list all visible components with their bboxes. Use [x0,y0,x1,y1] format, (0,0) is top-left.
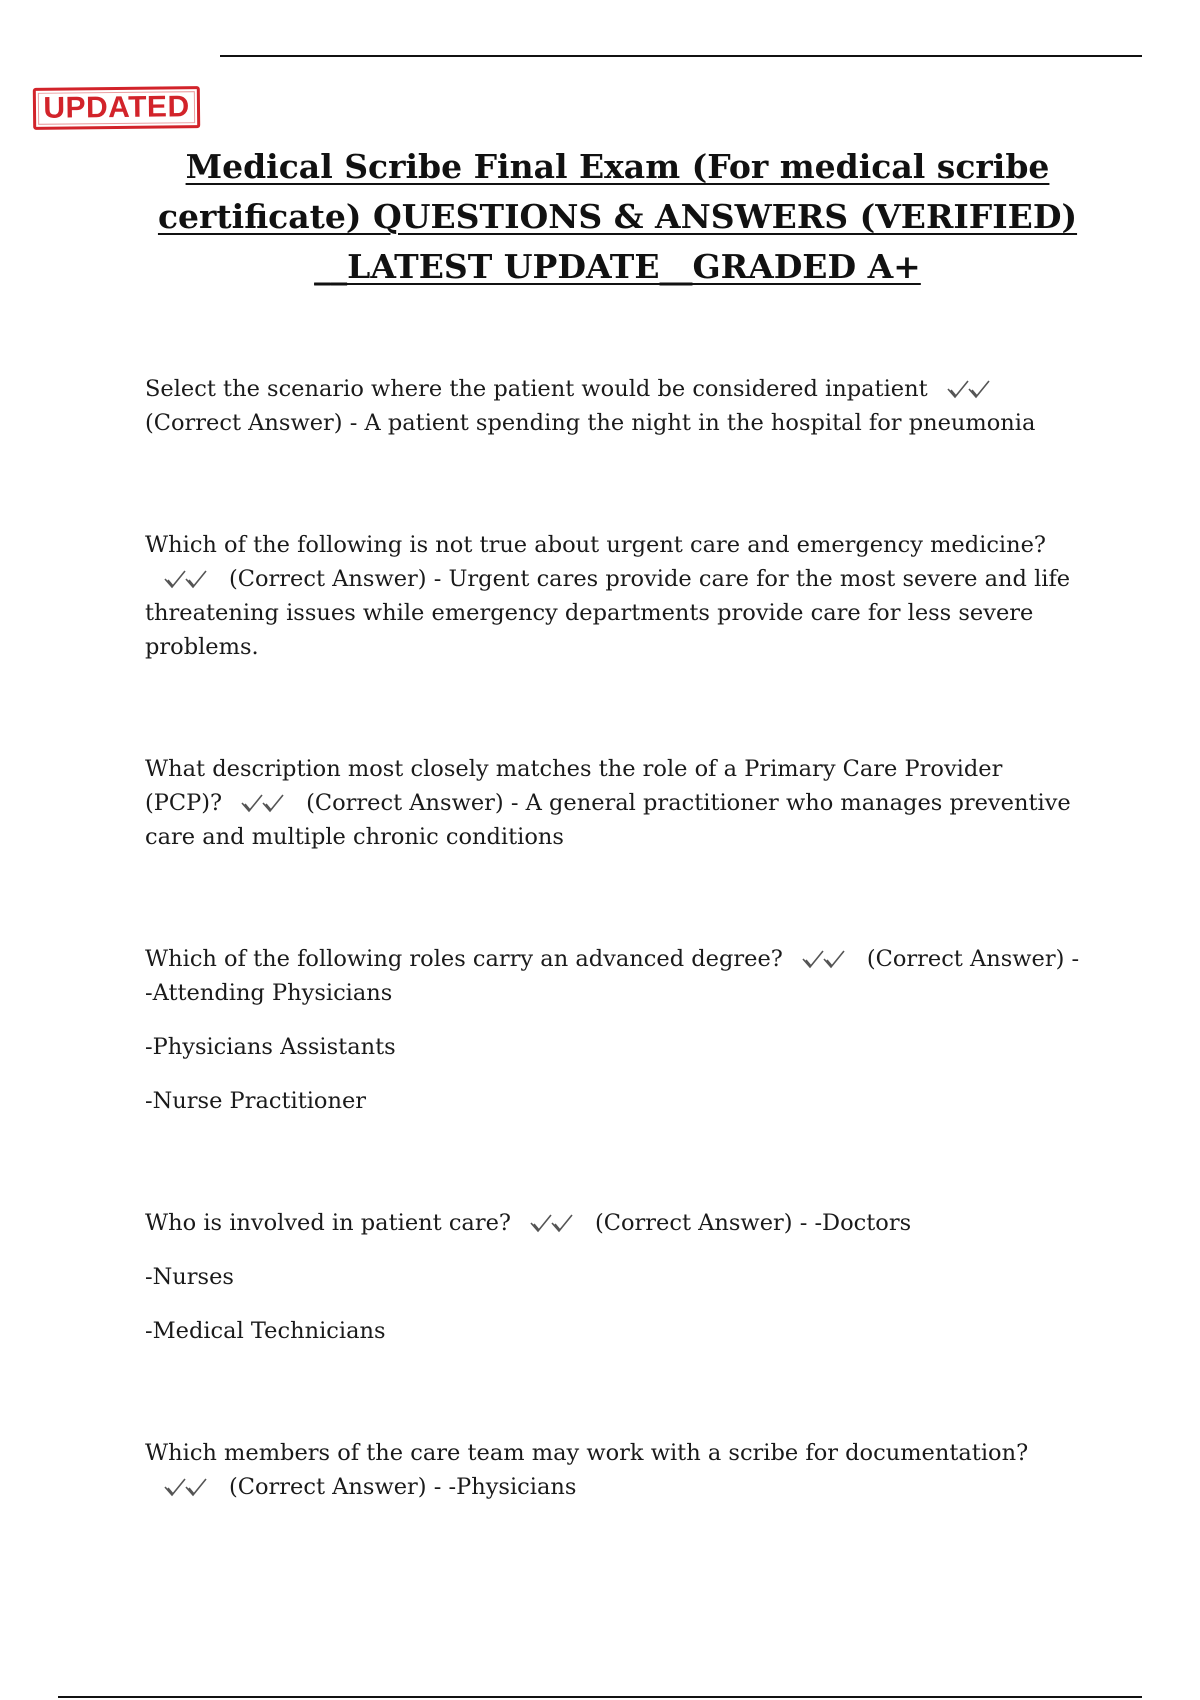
double-check-icon [163,562,209,596]
question-text: Which of the following roles carry an advanced degree? [145,946,783,972]
answer-line: -Medical Technicians [145,1318,386,1344]
question-text: What description most closely matches the role of a Primary Care Provider (PCP)? [145,756,1003,816]
double-check-icon [801,942,847,976]
double-check-icon [163,1470,209,1504]
question-text: Select the scenario where the patient would be considered inpatient [145,376,928,402]
question-text: Which members of the care team may work with a scribe for documentation? [145,1440,1029,1466]
answer-line: -Physicians Assistants [145,1034,396,1060]
answer-text: (Correct Answer) - A general practitioner who manages preventive care and multiple chronic conditions [145,790,1071,850]
double-check-icon [529,1206,575,1240]
answer-text: (Correct Answer) - -Doctors [594,1210,912,1236]
qa-item [145,752,1085,854]
updated-stamp [33,86,200,130]
question-text: Who is involved in patient care? [145,1210,511,1236]
double-check-icon [240,786,286,820]
footer-rule [58,1696,1142,1698]
double-check-icon [946,372,992,406]
header-rule [220,55,1142,57]
qa-item [145,372,1085,440]
document-title: Medical Scribe Final Exam (For medical scribe certificate) QUESTIONS & ANSWERS (VERIFIED) __LATEST UPDATE__GRADED A+ [157,147,1078,286]
qa-item [145,528,1085,664]
answer-line: -Nurse Practitioner [145,1088,367,1114]
answer-line: -Nurses [145,1264,234,1290]
qa-list [145,372,1085,1504]
question-text: Which of the following is not true about urgent care and emergency medicine? [145,532,1046,558]
qa-item [145,1206,1085,1348]
answer-text: (Correct Answer) - Urgent cares provide care for the most severe and life threatening issues while emergency departments provide care for less severe problems. [145,566,1071,660]
qa-item [145,942,1085,1118]
answer-text: (Correct Answer) - -Attending Physicians [145,946,1080,1006]
answer-text: (Correct Answer) - A patient spending the night in the hospital for pneumonia [145,410,1036,436]
qa-item [145,1436,1085,1504]
updated-stamp-label: UPDATED [43,90,190,125]
answer-text: (Correct Answer) - -Physicians [229,1474,577,1500]
